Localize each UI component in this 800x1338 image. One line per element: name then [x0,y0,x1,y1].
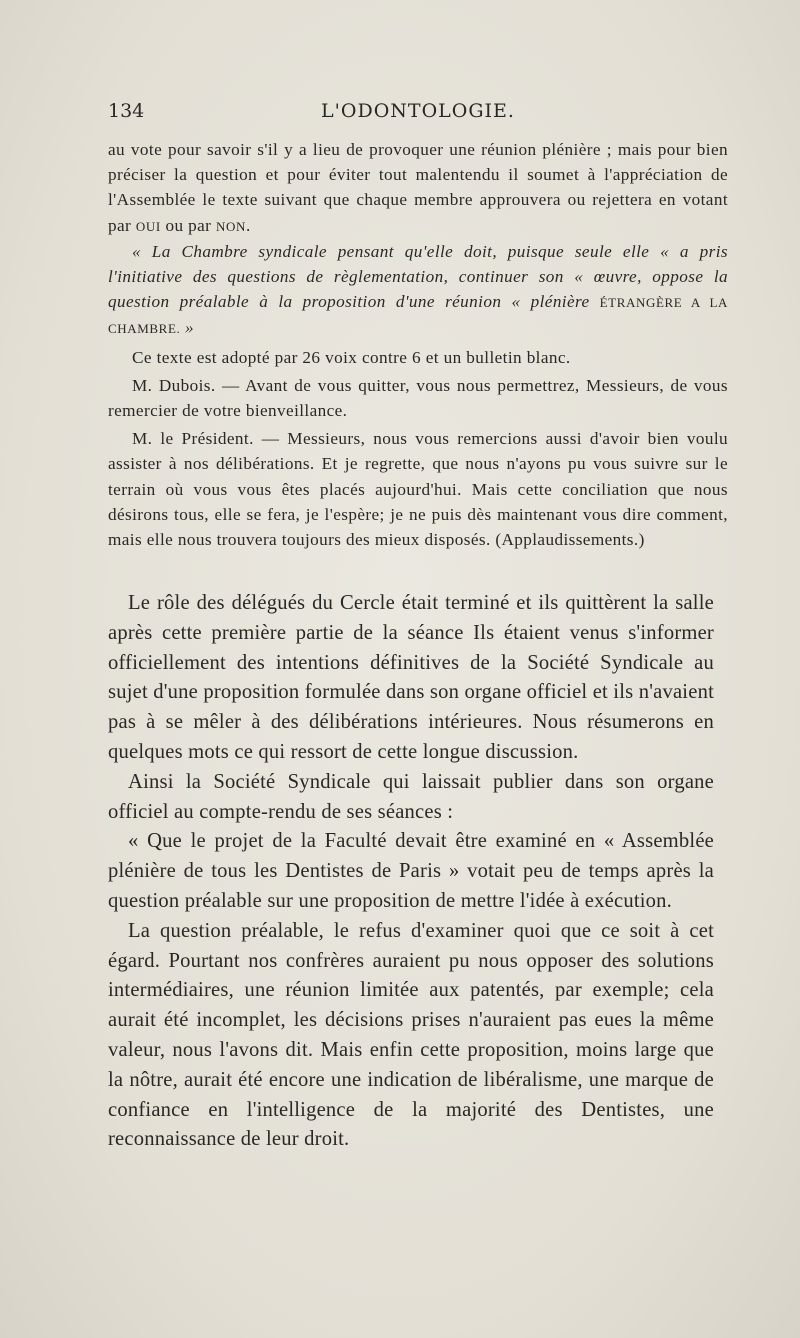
ou-word: ou par [160,215,216,235]
quote-text: « La Chambre syndicale pensant qu'elle doit, puisque seule elle « a pris l'initiative des questions de règlementation, continuer son « œuvre, oppose la question préalable à la proposition d'une réunion « plénière [108,241,728,312]
dubois-speech: M. Dubois. — Avant de vous quitter, vous nous permettrez, Messieurs, de vous remercier de votre bienveillance. [108,375,728,421]
vote-paragraph [108,137,728,239]
running-title: L'ODONTOLOGIE. [321,100,515,122]
meeting-minutes [108,137,728,552]
page-header [108,94,728,128]
narrative-paragraph-4: La question préalable, le refus d'examiner quoi que ce soit à cet égard. Pourtant nos confrères auraient pu nous opposer des solutions intermédiaires, une réunion limitée aux patentés, par exemple; cela aurait été incomplet, les décisions prises n'auraient pas eues la même valeur, nous l'avons dit. Mais enfin cette proposition, moins large que la nôtre, aurait été encore une indication de libéralisme, une marque de confiance en l'intelligence de la majorité des Dentistes, une reconnaissance de leur droit. [108,919,714,1151]
narrative-text [108,589,714,1155]
narrative-paragraph-1: Le rôle des délégués du Cercle était terminé et ils quittèrent la salle après cette première partie de la séance Ils étaient venus s'informer officiellement des intentions définitives de la Société Syndicale au sujet d'une proposition formulée dans son organe officiel et ils n'avaient pas à se mêler à des délibérations intérieures. Nous résumerons en quelques mots ce qui ressort de cette longue discussion. [108,592,714,763]
vote-text: au vote pour savoir s'il y a lieu de provoquer une réunion plénière ; mais pour bien préciser la question et pour éviter tout malentendu il soumet à l'appréciation de l'Assemblée le texte suivant que chaque membre approuvera ou rejettera en votant par [108,140,728,235]
narrative-paragraph-3: « Que le projet de la Faculté devait être examiné en « Assemblée plénière de tous les Dentistes de Paris » votait peu de temps après la question préalable sur une proposition de mettre l'idée à exécution. [108,830,714,912]
president-speech: M. le Président. — Messieurs, nous vous remercions aussi d'avoir bien voulu assister à nos délibérations. Et je regrette, que nous n'ayons pu vous suivre sur le terrain où vous vous êtes placés aujourd'hui. Mais cette conciliation que nous désirons tous, elle se fera, je l'espère; je ne puis dès maintenant vous dire comment, mais elle nous trouvera toujours des mieux disposés. (Applaudissements.) [108,429,728,550]
narrative-paragraph-2: Ainsi la Société Syndicale qui laissait publier dans son organe officiel au compte-rendu de ses séances : [108,770,714,823]
quote-caps: ÉTRANGÈRE A LA CHAMBRE. [108,295,728,337]
quote-close: » [180,318,195,338]
non-word: NON [215,218,246,234]
vote-result: Ce texte est adopté par 26 voix contre 6 et un bulletin blanc. [132,347,571,367]
resolution-quote [108,239,728,342]
vote-end: . [245,215,251,235]
page-number: 134 [108,100,145,122]
oui-word: OUI [135,218,161,234]
